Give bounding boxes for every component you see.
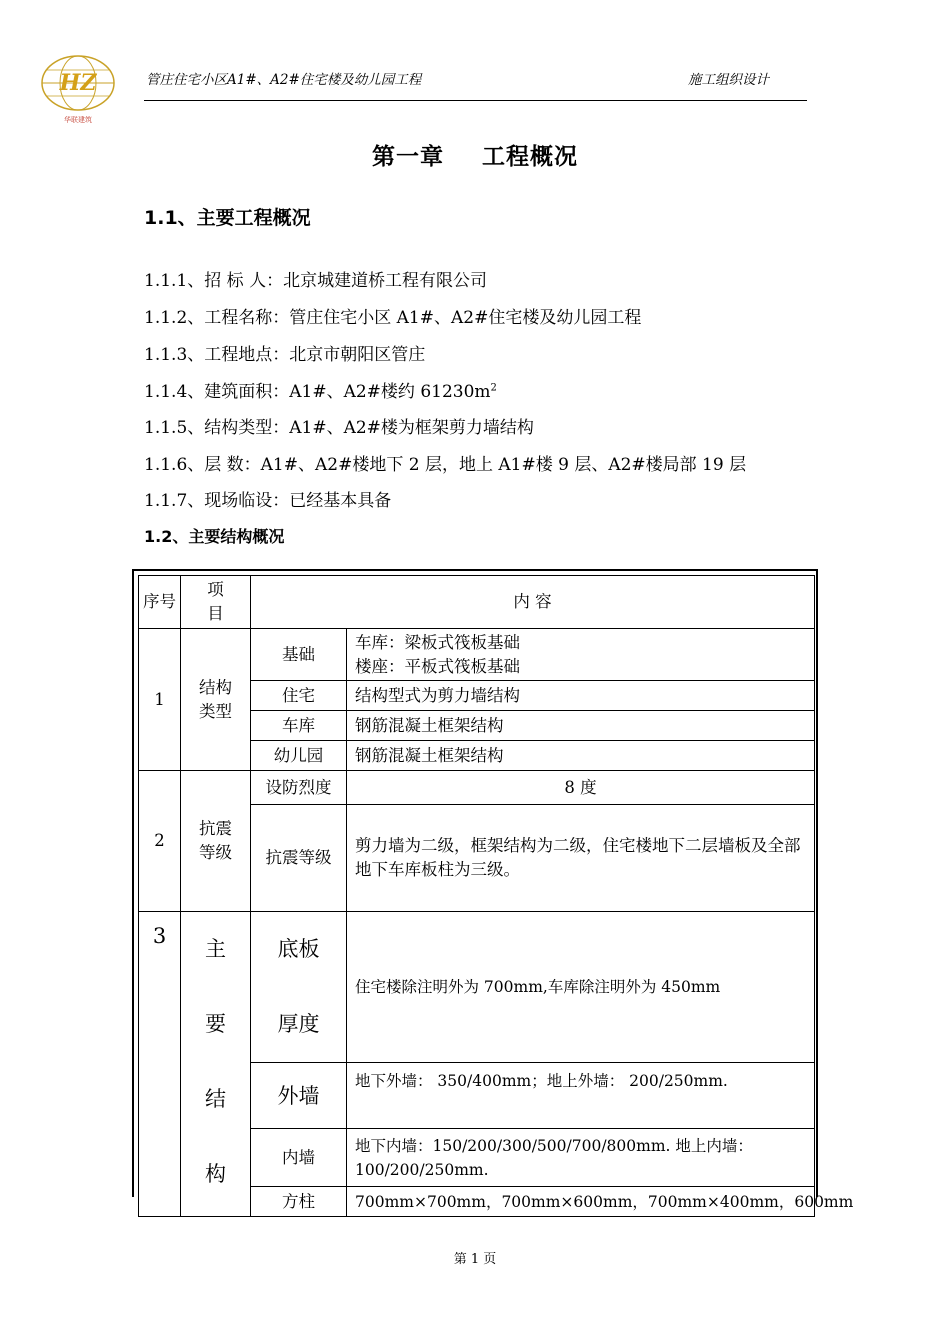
row3-content-slab: 住宅楼除注明外为 700mm,车库除注明外为 450mm: [347, 912, 815, 1063]
structure-table: [138, 575, 854, 1217]
row2-content-grade: 剪力墙为二级，框架结构为二级，住宅楼地下二层墙板及全部地下车库板柱为三级。: [347, 805, 815, 912]
row3-sub-column: 方柱: [251, 1187, 347, 1217]
row3-group-char-3: 结: [205, 1087, 226, 1111]
info-bidder: 1.1.1、招 标 人：北京城建道桥工程有限公司: [144, 271, 488, 291]
row2-group: 抗震等级: [181, 771, 251, 912]
info-location: 1.1.3、工程地点：北京市朝阳区管庄: [144, 345, 426, 365]
row1-content-residential: 结构型式为剪力墙结构: [347, 681, 815, 711]
info-structure-type: 1.1.5、结构类型：A1#、A2#楼为框架剪力墙结构: [144, 418, 534, 438]
row3-content-column: 700mm×700mm，700mm×600mm，700mm×400mm，600mm: [347, 1187, 815, 1217]
slab-label-1: 底板: [277, 937, 320, 961]
info-site-facilities: 1.1.7、现场临设：已经基本具备: [144, 491, 392, 511]
table-row: [139, 771, 815, 805]
header-rule: [144, 100, 807, 101]
row2-sub-intensity: 设防烈度: [251, 771, 347, 805]
logo-text: HZ: [59, 70, 97, 96]
row1-content-garage: 钢筋混凝土框架结构: [347, 711, 815, 741]
table-header-row: [139, 576, 815, 629]
table-row: [139, 629, 815, 681]
chapter-title: 工程概况: [482, 144, 578, 170]
info-floors: 1.1.6、层 数：A1#、A2#楼地下 2 层，地上 A1#楼 9 层、A2#楼局部 19 层: [144, 455, 747, 475]
floor-area-text: 1.1.4、建筑面积：A1#、A2#楼约 61230m: [144, 382, 491, 402]
row1-sub-residential: 住宅: [251, 681, 347, 711]
row3-sub-exterior-wall: 外墙: [251, 1063, 347, 1129]
section-1-1-title: 1.1、主要工程概况: [144, 207, 311, 229]
row3-content-exterior-wall: 地下外墙： 350/400mm；地上外墙： 200/250mm.: [347, 1063, 815, 1129]
row3-group: [181, 912, 251, 1217]
info-project-name: 1.1.2、工程名称：管庄住宅小区 A1#、A2#住宅楼及幼儿园工程: [144, 308, 642, 328]
page-number: 第 1 页: [453, 1252, 497, 1267]
header-seq: 序号: [139, 576, 181, 629]
area-superscript: 2: [490, 382, 497, 394]
row1-sub-foundation: 基础: [251, 629, 347, 681]
row1-sub-garage: 车库: [251, 711, 347, 741]
row3-group-char-4: 构: [205, 1162, 226, 1186]
row1-seq: 1: [139, 629, 181, 771]
row3-seq: 3: [139, 912, 181, 1217]
chapter-heading: [0, 138, 950, 171]
slab-label-2: 厚度: [277, 1012, 320, 1036]
structure-table-frame: [132, 569, 854, 1211]
chapter-number: 第一章: [372, 144, 444, 170]
row3-group-char-1: 主: [205, 937, 226, 961]
info-floor-area: [144, 377, 497, 402]
row2-content-intensity: 8 度: [347, 771, 815, 805]
foundation-line-1: 车库：梁板式筏板基础: [355, 632, 520, 652]
row1-group: 结构类型: [181, 629, 251, 771]
foundation-line-2: 楼座：平板式筏板基础: [355, 656, 520, 676]
row2-sub-grade: 抗震等级: [251, 805, 347, 912]
table-row: [139, 912, 815, 1063]
row3-group-char-2: 要: [205, 1012, 226, 1036]
row1-content-foundation: [347, 629, 815, 681]
header-project-title: 管庄住宅小区A1#、A2#住宅楼及幼儿园工程: [146, 72, 422, 88]
row2-seq: 2: [139, 771, 181, 912]
section-1-2-title: 1.2、主要结构概况: [144, 527, 285, 546]
row1-content-kindergarten: 钢筋混凝土框架结构: [347, 741, 815, 771]
row3-content-interior-wall: 地下内墙：150/200/300/500/700/800mm. 地上内墙：100/200/250mm.: [347, 1129, 815, 1187]
header-content: 内 容: [251, 576, 815, 629]
header-item: 项目: [181, 576, 251, 629]
row3-sub-slab: [251, 912, 347, 1063]
header-doc-type: 施工组织设计: [688, 72, 769, 88]
row3-sub-interior-wall: 内墙: [251, 1129, 347, 1187]
row1-sub-kindergarten: 幼儿园: [251, 741, 347, 771]
company-logo: [38, 52, 118, 126]
logo-caption: 华联建筑: [64, 116, 92, 124]
